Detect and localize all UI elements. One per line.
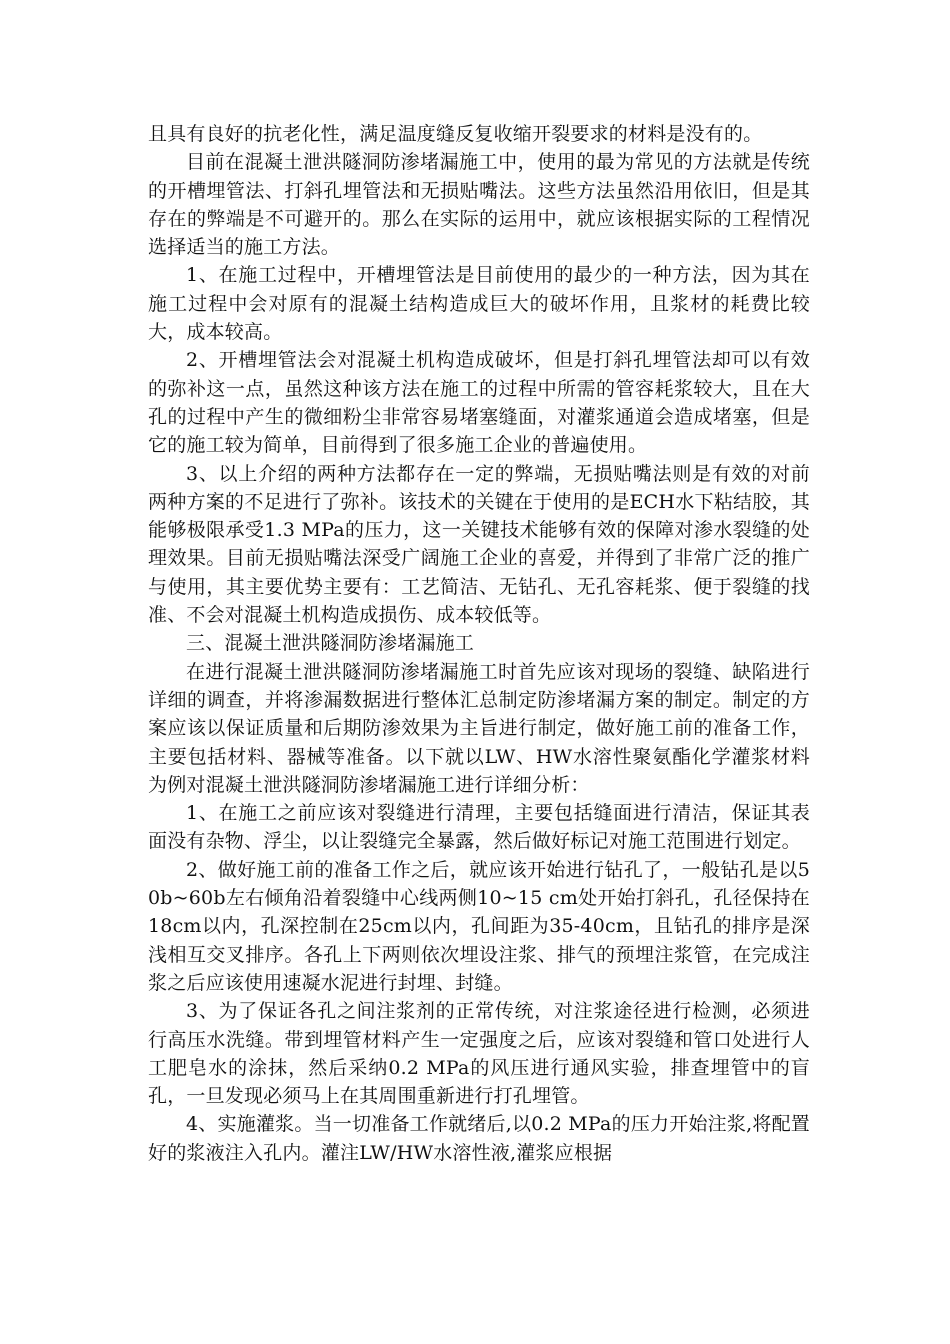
paragraph-construction-methods: 目前在混凝土泄洪隧洞防渗堵漏施工中，使用的最为常见的方法就是传统的开槽埋管法、打斜孔埋管法和无损贴嘴法。这些方法虽然沿用依旧，但是其存在的弊端是不可避开的。那么在实际的运用中，就应该根据实际的工程情况选择适当的施工方法。: [148, 151, 810, 259]
paragraph-construction-intro: 在进行混凝土泄洪隧洞防渗堵漏施工时首先应该对现场的裂缝、缺陷进行详细的调查，并将渗漏数据进行整体汇总制定防渗堵漏方案的制定。制定的方案应该以保证质量和后期防渗效果为主旨进行制定，做好施工前的准备工作，主要包括材料、器械等准备。以下就以LW、HW水溶性聚氨酯化学灌浆材料为例对混凝土泄洪隧洞防渗堵漏施工进行详细分析：: [148, 660, 810, 796]
document-body: [148, 120, 810, 1167]
paragraph-step-3-washing: 3、为了保证各孔之间注浆剂的正常传统，对注浆途径进行检测，必须进行高压水洗缝。带到埋管材料产生一定强度之后，应该对裂缝和管口处进行人工肥皂水的涂抹，然后采纳0.2 MPa的风压进行通风实验，排查埋管中的盲孔，一旦发现必须马上在其周围重新进行打孔埋管。: [148, 1000, 810, 1108]
paragraph-item-1-grooving: 1、在施工过程中，开槽埋管法是目前使用的最少的一种方法，因为其在施工过程中会对原有的混凝土结构造成巨大的破坏作用，且浆材的耗费比较大，成本较高。: [148, 264, 810, 344]
paragraph-step-4-grouting: 4、实施灌浆。当一切准备工作就绪后,以0.2 MPa的压力开始注浆,将配置好的浆液注入孔内。灌注LW/HW水溶性液,灌浆应根据: [148, 1113, 810, 1164]
paragraph-step-2-drilling: 2、做好施工前的准备工作之后，就应该开始进行钻孔了，一般钻孔是以50b~60b左右倾角沿着裂缝中心线两侧10~15 cm处开始打斜孔，孔径保持在18cm以内，孔深控制在25cm以内，孔间距为35-40cm，且钻孔的排序是深浅相互交叉排序。各孔上下两则依次埋设注浆、排气的预埋注浆管，在完成注浆之后应该使用速凝水泥进行封埋、封缝。: [148, 858, 810, 994]
paragraph-item-3-nondestructive: 3、以上介绍的两种方法都存在一定的弊端，无损贴嘴法则是有效的对前两种方案的不足进行了弥补。该技术的关键在于使用的是ECH水下粘结胶，其能够极限承受1.3 MPa的压力，这一关键技术能够有效的保障对渗水裂缝的处理效果。目前无损贴嘴法深受广阔施工企业的喜爱，并得到了非常广泛的推广与使用，其主要优势主要有：工艺简洁、无钻孔、无孔容耗浆、便于裂缝的找准、不会对混凝土机构造成损伤、成本较低等。: [148, 462, 810, 627]
paragraph-step-1-cleaning: 1、在施工之前应该对裂缝进行清理，主要包括缝面进行清洁，保证其表面没有杂物、浮尘，以让裂缝完全暴露，然后做好标记对施工范围进行划定。: [148, 802, 810, 853]
paragraph-item-2-oblique-hole: 2、开槽埋管法会对混凝土机构造成破坏，但是打斜孔埋管法却可以有效的弥补这一点，虽然这种该方法在施工的过程中所需的管容耗浆较大，且在大孔的过程中产生的微细粉尘非常容易堵塞缝面，对灌浆通道会造成堵塞，但是它的施工较为简单，目前得到了很多施工企业的普遍使用。: [148, 349, 810, 457]
paragraph-continuation: 且具有良好的抗老化性，满足温度缝反复收缩开裂要求的材料是没有的。: [148, 123, 763, 145]
section-heading: 三、混凝土泄洪隧洞防渗堵漏施工: [186, 632, 475, 655]
